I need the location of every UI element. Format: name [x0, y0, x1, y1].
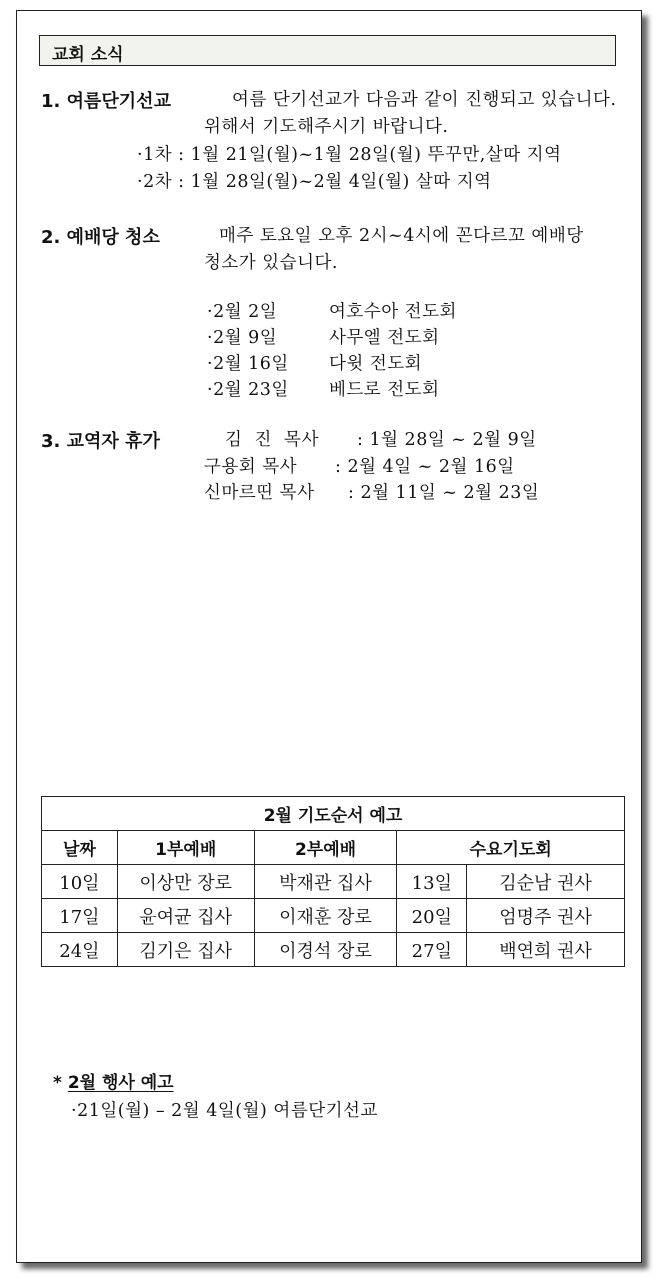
item-text: 여름 단기선교가 다음과 같이 진행되고 있습니다. [232, 90, 617, 110]
vacation-period: : 2월 4일 ~ 2월 16일 [335, 457, 515, 477]
mission-schedule-2: ·2차 : 1월 28일(월)~2월 4일(월) 살따 지역 [137, 172, 492, 192]
table-row [42, 899, 625, 933]
column-header: 1부예배 [117, 831, 254, 865]
table-cell: 엄명주 권사 [467, 899, 625, 933]
events-title: 2월 행사 예고 [67, 1073, 174, 1093]
cleaning-group: 다윗 전도회 [329, 354, 423, 374]
item-heading-vacation: 3. 교역자 휴가 [41, 431, 160, 452]
item-text: 위해서 기도해주시기 바랍니다. [204, 117, 449, 137]
column-header: 날짜 [42, 831, 118, 865]
cleaning-date: ·2월 9일 [207, 328, 278, 348]
table-title-row [42, 797, 625, 831]
item-heading-summer-mission: 1. 여름단기선교 [41, 91, 171, 112]
item-text: 청소가 있습니다. [204, 253, 338, 273]
asterisk-icon: * [53, 1073, 62, 1093]
table-cell: 백연희 권사 [467, 933, 625, 967]
table-cell: 이재훈 장로 [254, 899, 397, 933]
table-cell: 27일 [397, 933, 467, 967]
table-cell: 17일 [42, 899, 118, 933]
cleaning-date: ·2월 16일 [207, 354, 289, 374]
table-title: 2월 기도순서 예고 [42, 797, 625, 831]
vacation-period: : 1월 28일 ~ 2월 9일 [357, 430, 537, 450]
pastor-name: 김 진 목사 [225, 430, 319, 450]
pastor-name: 신마르띤 목사 [204, 483, 315, 503]
cleaning-date: ·2월 2일 [207, 302, 278, 322]
table-cell: 김순남 권사 [467, 865, 625, 899]
cleaning-group: 베드로 전도회 [329, 380, 440, 400]
table-cell: 박재관 집사 [254, 865, 397, 899]
table-cell: 24일 [42, 933, 118, 967]
cleaning-group: 여호수아 전도회 [329, 302, 457, 322]
table-cell: 13일 [397, 865, 467, 899]
item-heading-cleaning: 2. 예배당 청소 [41, 227, 160, 248]
prayer-schedule-table [41, 796, 625, 967]
table-header-row [42, 831, 625, 865]
events-line: ·21일(월) – 2월 4일(월) 여름단기선교 [71, 1101, 378, 1121]
bulletin-page [16, 10, 642, 1263]
table-cell: 김기은 집사 [117, 933, 254, 967]
mission-schedule-1: ·1차 : 1월 21일(월)~1월 28일(월) 뚜꾸만,살따 지역 [137, 145, 562, 165]
item-text: 매주 토요일 오후 2시~4시에 꼰다르꼬 예배당 [219, 226, 584, 246]
table-row [42, 865, 625, 899]
cleaning-group: 사무엘 전도회 [329, 328, 440, 348]
table-cell: 20일 [397, 899, 467, 933]
section-title: 교회 소식 [52, 45, 124, 65]
table-cell: 10일 [42, 865, 118, 899]
events-heading [53, 1068, 174, 1093]
vacation-period: : 2월 11일 ~ 2월 23일 [348, 483, 540, 503]
table-cell: 윤여균 집사 [117, 899, 254, 933]
column-header: 수요기도회 [397, 831, 625, 865]
pastor-name: 구용회 목사 [204, 457, 298, 477]
column-header: 2부예배 [254, 831, 397, 865]
cleaning-date: ·2월 23일 [207, 380, 289, 400]
table-cell: 이경석 장로 [254, 933, 397, 967]
section-header [39, 35, 616, 66]
table-row [42, 933, 625, 967]
table-cell: 이상만 장로 [117, 865, 254, 899]
